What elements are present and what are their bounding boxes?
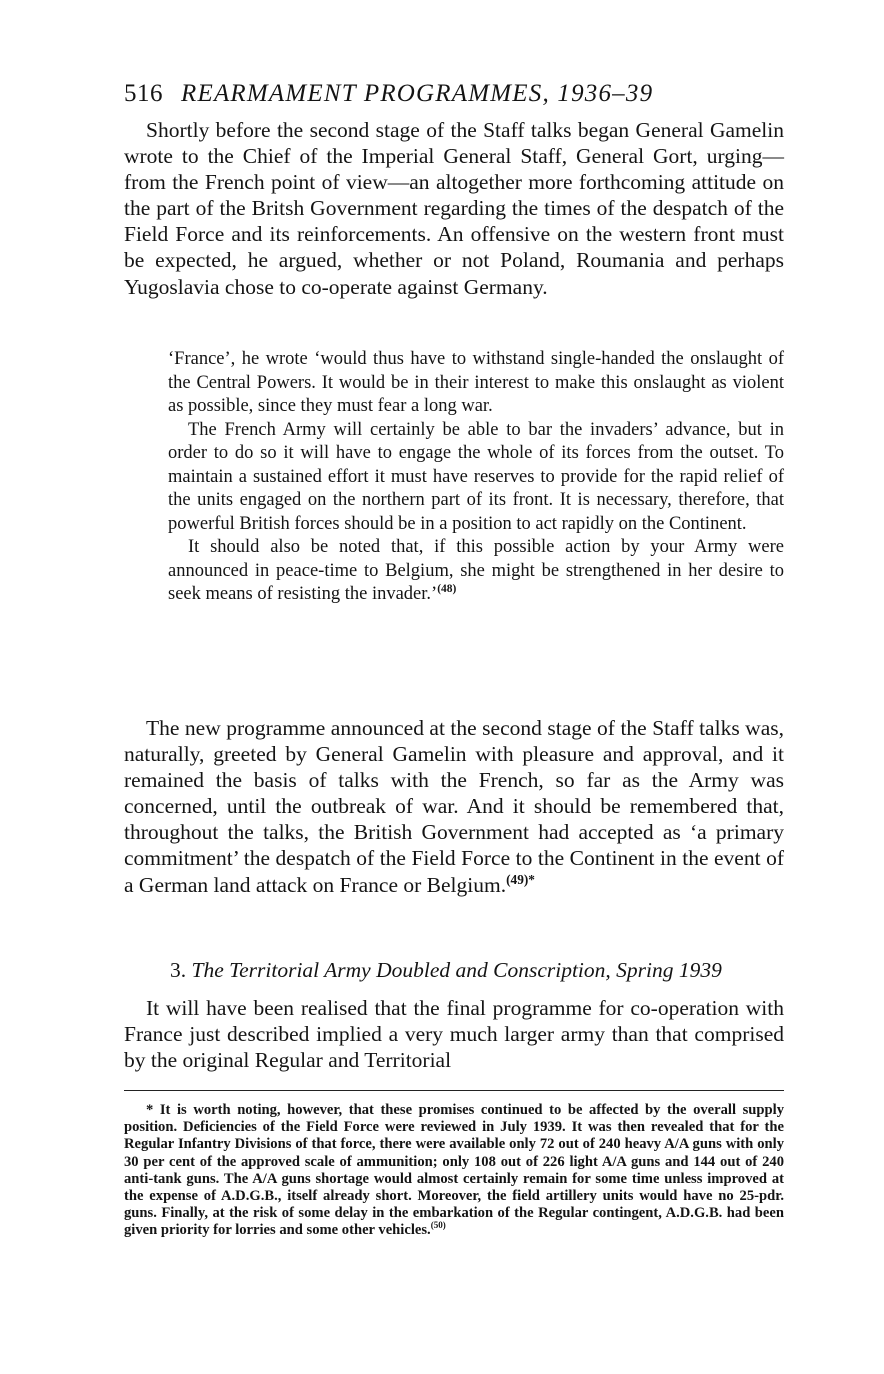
quote-paragraph-3 [168,536,784,607]
quote-paragraph-1: ‘France’, he wrote ‘would thus have to withstand single-handed the onslaught of the Central Powers. It would be in their interest to make this onslaught as violent as possible, since they must fear a long war. [168,349,784,416]
quote-paragraph-2: The French Army will certainly be able to bar the invaders’ advance, but in order to do so it will have to engage the whole of its forces from the outset. To maintain a sustained effort it must have reserves to provide for the rapid relief of the units engaged on the northern part of its front. It is necessary, therefore, that powerful British forces should be in a position to act rapidly on the Continent. [168,419,784,534]
paragraph-new-programme-text: The new programme announced at the second stage of the Staff talks was, naturally, greeted by General Gamelin with pleasure and approval, and it remained the basis of talks with the French, so far as the Army was concerned, until the outbreak of war. And it should be remembered that, throughout the talks, the British Government had accepted as ‘a primary commitment’ the despatch of the Field Force to the Continent in the event of a German land attack on France or Belgium. [124,716,784,897]
quote-paragraph-3-text: It should also be noted that, if this possible action by your Army were announced in peace-time to Belgium, she might be strengthened in her desire to seek means of resisting the invader.’ [168,537,784,604]
section-heading [170,955,784,985]
footnote-text: * It is worth noting, however, that these promises continued to be affected by the overall supply position. Deficiencies of the Field Force were reviewed in July 1939. It was then revealed that for the Regular Infantry Divisions of that force, there were available only 72 out of 240 heavy A/A guns with only 30 per cent of the approved scale of ammunition; only 108 out of 226 light A/A guns and 144 out of 240 anti-tank guns. The A/A guns shortage would almost certainly remain for some time unless improved at the expense of A.D.G.B., itself already short. Moreover, the field artillery units would have no 25-pdr. guns. Finally, at the risk of some delay in the embarkation of the Regular contingent, A.D.G.B. had been given priority for lorries and some other vehicles. [124,1102,784,1239]
paragraph-new-programme [124,715,784,898]
running-head [124,76,784,112]
footnote [124,1102,784,1240]
reference-mark-49: (49)* [506,871,535,887]
page-number: 516 [124,80,163,107]
section-title: The Territorial Army Doubled and Conscription, Spring 1939 [191,958,722,982]
reference-mark-48: (48) [437,582,457,595]
section-number: 3. [170,958,187,982]
running-title: REARMAMENT PROGRAMMES, 1936–39 [181,80,654,107]
block-quote [168,348,784,607]
paragraph-gamelin-letter: Shortly before the second stage of the Staff talks began General Gamelin wrote to the Chief of the Imperial General Staff, General Gort, urging—from the French point of view—an altogether more forthcoming attitude on the part of the Britsh Government regarding the times of the despatch of the Field Force and its reinforcements. An offensive on the western front must be expected, he argued, whether or not Poland, Roumania and perhaps Yugoslavia chose to co-operate against Germany. [124,118,784,299]
paragraph-territorial-army: It will have been realised that the final programme for co-operation with France just described implied a very much larger army than that comprised by the original Regular and Territorial [124,996,784,1073]
reference-mark-50: (50) [430,1220,446,1231]
footnote-divider [124,1090,784,1091]
